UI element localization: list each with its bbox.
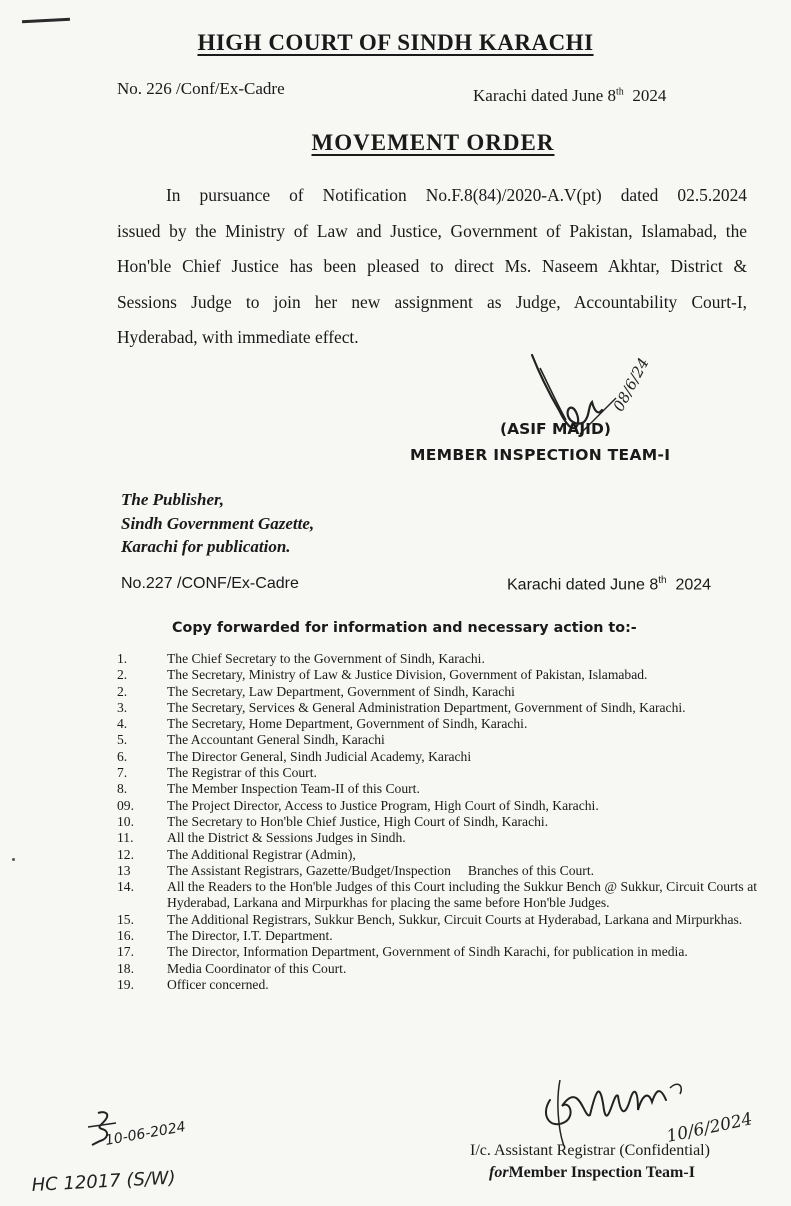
list-item-number: 12. (117, 846, 134, 862)
svg-text:HC 12017 (S/W): HC 12017 (S/W) (31, 1167, 177, 1196)
list-item-text: Officer concerned. (167, 976, 269, 992)
list-item-number: 4. (117, 716, 128, 732)
list-item (117, 798, 757, 814)
svg-text:08/6/24: 08/6/24 (609, 354, 653, 415)
copy-reference-number: No.227 /CONF/Ex-Cadre (121, 575, 299, 592)
list-item-number: 13 (117, 862, 131, 878)
list-item-text: The Secretary, Home Department, Government of Sindh, Karachi. (167, 716, 528, 732)
body-line-3: Hon'ble Chief Justice has been pleased to direct Ms. Naseem Akhtar, District & (117, 256, 747, 276)
list-item-text: The Additional Registrars, Sukkur Bench, Sukkur, Circuit Courts at Hyderabad, Larkana and Mirpurkhas. (167, 911, 743, 927)
body-line-4: Sessions Judge to join her new assignment as Judge, Accountability Court-I, (117, 291, 747, 312)
list-item (117, 830, 757, 846)
publisher-address (121, 488, 314, 559)
scan-speck (12, 858, 15, 861)
publisher-line-1: The Publisher, (121, 490, 224, 509)
list-item-number: 18. (117, 960, 134, 976)
list-item (117, 912, 757, 928)
list-item-number: 17. (117, 944, 134, 960)
list-item-number: 6. (117, 748, 128, 764)
signatory-designation: MEMBER INSPECTION TEAM-I (410, 446, 671, 464)
publisher-line-2: Sindh Government Gazette, (121, 513, 315, 533)
list-item (117, 847, 757, 863)
list-item (117, 928, 757, 944)
list-item-number: 15. (117, 911, 134, 927)
member-inspection-line: forMember Inspection Team-I (489, 1164, 695, 1181)
copy-date: Karachi dated June 8th 2024 (507, 575, 712, 594)
distribution-list (117, 651, 761, 993)
list-item-text: The Secretary, Law Department, Government of Sindh, Karachi (167, 683, 515, 699)
body-line-5: Hyderabad, with immediate effect. (117, 327, 359, 347)
order-date: Karachi dated June 8th 2024 (473, 86, 667, 105)
list-item (117, 977, 757, 993)
body-line-2: issued by the Ministry of Law and Justice, Government of Pakistan, Islamabad, the (117, 220, 747, 241)
list-item-number: 2. (117, 667, 128, 683)
copy-forwarded-heading: Copy forwarded for information and necessary action to:- (172, 620, 637, 636)
list-item-number: 7. (117, 765, 128, 781)
order-body-paragraph (117, 178, 747, 356)
corner-dash-mark (22, 18, 70, 24)
list-item-text: The Secretary, Ministry of Law & Justice Division, Government of Pakistan, Islamabad. (167, 667, 648, 683)
list-item (117, 749, 757, 765)
movement-order-title: MOVEMENT ORDER (311, 130, 555, 155)
list-item-text: The Registrar of this Court. (167, 765, 317, 781)
handwritten-receipt-note (80, 1105, 220, 1155)
list-item (117, 961, 757, 977)
list-item-number: 1. (117, 651, 128, 666)
order-reference-number: No. 226 /Conf/Ex-Cadre (117, 79, 285, 98)
list-item (117, 863, 757, 879)
list-item (117, 732, 757, 748)
list-item-number: 11. (117, 830, 134, 846)
list-item (117, 651, 757, 667)
list-item (117, 667, 757, 683)
publisher-line-3: Karachi for publication. (121, 537, 291, 556)
list-item-text: The Project Director, Access to Justice Program, High Court of Sindh, Karachi. (167, 797, 599, 813)
list-item-text: The Additional Registrar (Admin), (167, 846, 356, 862)
handwritten-dispatch-note (30, 1165, 210, 1199)
list-item (117, 765, 757, 781)
list-item-text: The Assistant Registrars, Gazette/Budget/Inspection Branches of this Court. (167, 862, 594, 878)
list-item-text: The Accountant General Sindh, Karachi (167, 732, 385, 748)
assistant-registrar-line: I/c. Assistant Registrar (Confidential) (470, 1142, 710, 1159)
list-item-text: The Chief Secretary to the Government of Sindh, Karachi. (167, 651, 485, 666)
list-item-number: 10. (117, 813, 134, 829)
list-item (117, 716, 757, 732)
list-item (117, 781, 757, 797)
signatory-name: (ASIF MAJID) (500, 420, 611, 438)
svg-text:10/6/2024: 10/6/2024 (664, 1109, 755, 1147)
list-item-number: 14. (117, 879, 134, 895)
list-item-text: All the Readers to the Hon'ble Judges of this Court including the Sukkur Bench @ Sukkur, Circuit Courts at Hyderabad, Larkana and Mirpurkhas for placing the same before Hon'ble Judges. (167, 879, 761, 911)
list-item-text: The Director, Information Department, Government of Sindh Karachi, for publication in media. (167, 944, 688, 960)
list-item (117, 879, 761, 912)
list-item-text: The Secretary to Hon'ble Chief Justice, High Court of Sindh, Karachi. (167, 813, 549, 829)
list-item-number: 2. (117, 683, 128, 699)
list-item-number: 09. (117, 797, 134, 813)
list-item-text: The Secretary, Services & General Administration Department, Government of Sindh, Karachi. (167, 699, 686, 715)
list-item-text: The Director General, Sindh Judicial Academy, Karachi (167, 748, 472, 764)
list-item-number: 5. (117, 732, 128, 748)
list-item-number: 19. (117, 976, 134, 992)
list-item (117, 700, 757, 716)
body-line-1: In pursuance of Notification No.F.8(84)/2020-A.V(pt) dated 02.5.2024 (166, 185, 747, 205)
court-name-heading: HIGH COURT OF SINDH KARACHI (197, 30, 594, 55)
list-item-text: Media Coordinator of this Court. (167, 960, 347, 976)
list-item-number: 8. (117, 781, 128, 797)
list-item (117, 814, 757, 830)
list-item-number: 3. (117, 699, 128, 715)
list-item-text: The Director, I.T. Department. (167, 928, 333, 944)
list-item-text: All the District & Sessions Judges in Sindh. (167, 830, 406, 846)
list-item (117, 944, 757, 960)
list-item-text: The Member Inspection Team-II of this Court. (167, 781, 420, 797)
list-item-number: 16. (117, 928, 134, 944)
svg-text:10-06-2024: 10-06-2024 (103, 1119, 187, 1149)
signature-assistant-registrar (520, 1060, 780, 1150)
list-item (117, 684, 757, 700)
